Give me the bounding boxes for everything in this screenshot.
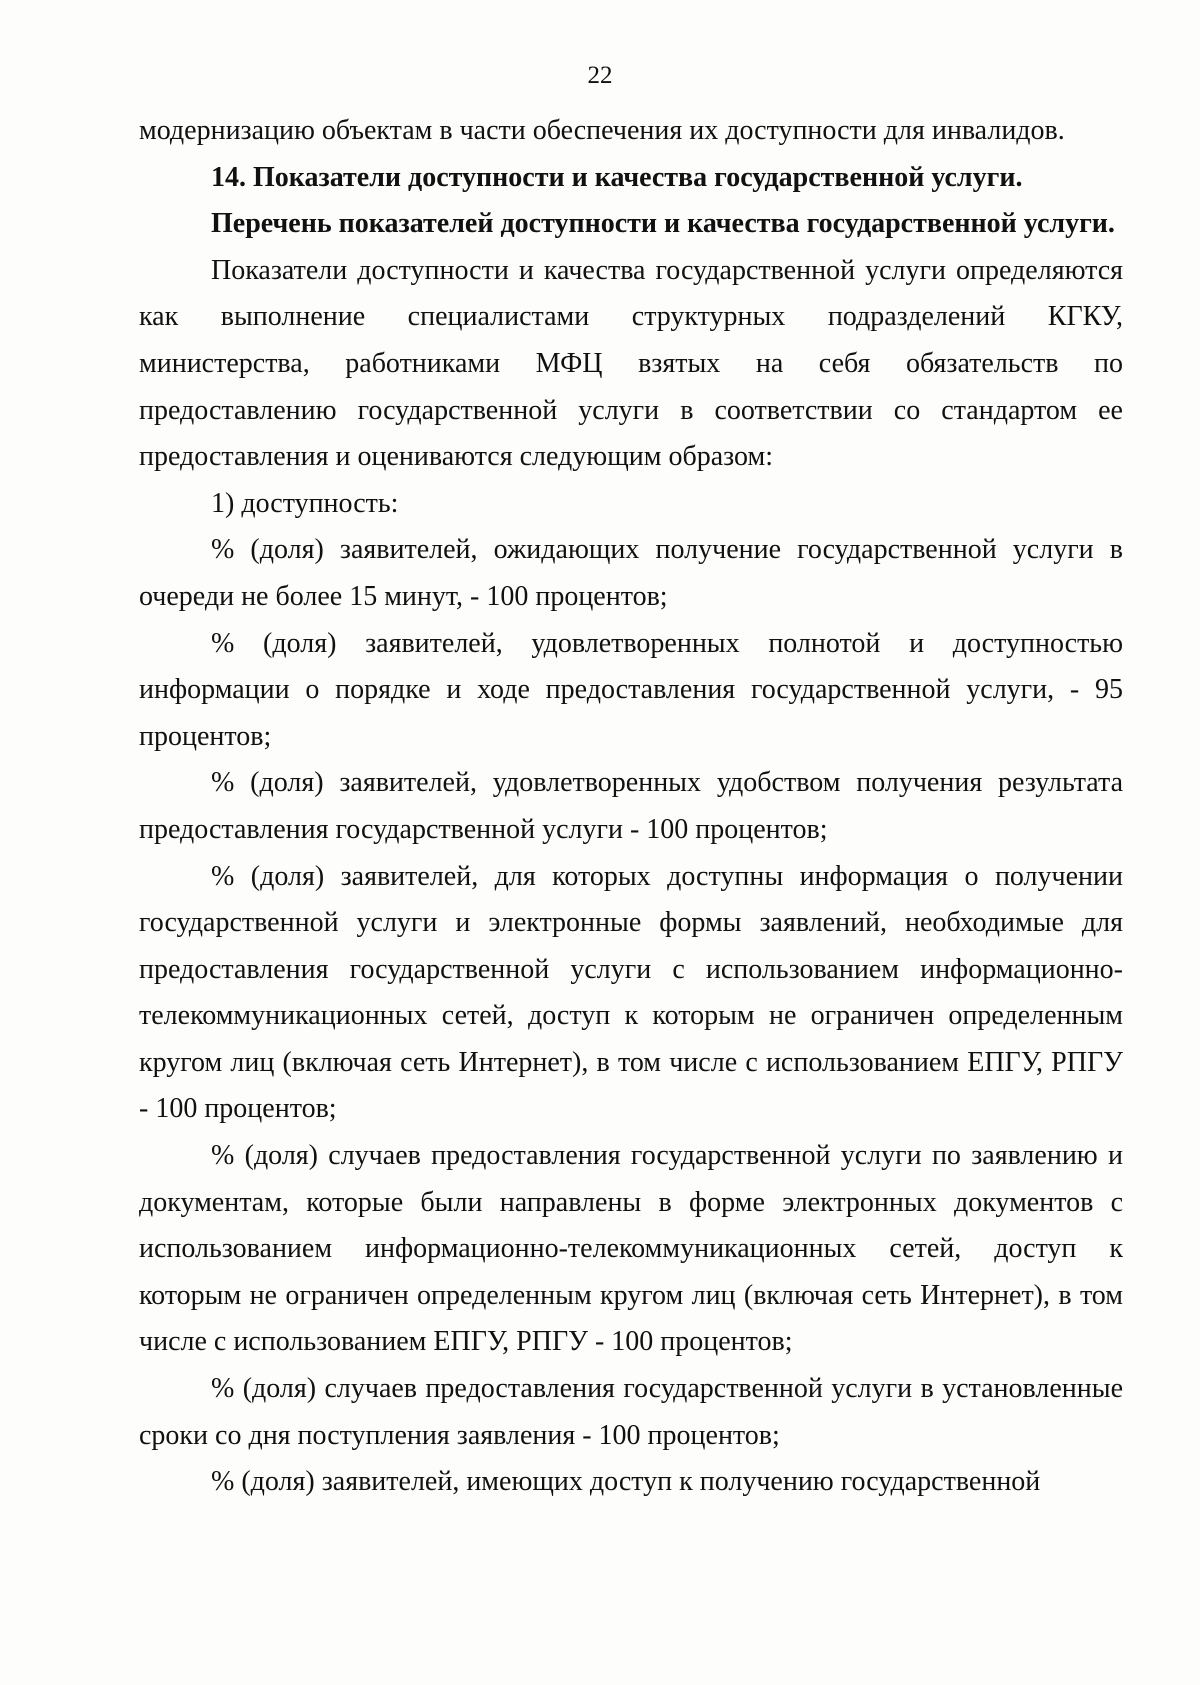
- indicator-electronic-forms: % (доля) заявителей, для которых доступны информация о получении государственной услуги и электронные формы заявлений, необходимые для предоставления государственной услуги с использованием информационно-телекоммуникационных сетей, доступ к которым не ограничен определенным кругом лиц (включая сеть Интернет), в том числе с использованием ЕПГУ, РПГУ - 100 процентов;: [139, 860, 1123, 1125]
- document-body: [139, 108, 1123, 1506]
- list-item-accessibility: 1) доступность:: [211, 487, 399, 519]
- section-heading: 14. Показатели доступности и качества государственной услуги.: [211, 161, 1023, 193]
- subsection-heading: Перечень показателей доступности и качества государственной услуги.: [211, 208, 1115, 240]
- indicator-access-continued: % (доля) заявителей, имеющих доступ к получению государственной: [211, 1466, 1041, 1498]
- indicator-result-convenience: % (доля) заявителей, удовлетворенных удобством получения результата предоставления государственной услуги - 100 процентов;: [139, 767, 1123, 845]
- indicator-electronic-documents: % (доля) случаев предоставления государственной услуги по заявлению и документам, которые были направлены в форме электронных документов с использованием информационно-телекоммуникационных сетей, доступ к которым не ограничен определенным кругом лиц (включая сеть Интернет), в том числе с использованием ЕПГУ, РПГУ - 100 процентов;: [139, 1140, 1123, 1358]
- indicator-deadlines: % (доля) случаев предоставления государственной услуги в установленные сроки со дня поступления заявления - 100 процентов;: [139, 1373, 1123, 1451]
- indicator-information-completeness: % (доля) заявителей, удовлетворенных полнотой и доступностью информации о порядке и ходе предоставления государственной услуги, - 95 процентов;: [139, 627, 1123, 752]
- page-number: 22: [587, 62, 613, 89]
- paragraph-indicators-intro: Показатели доступности и качества государственной услуги определяются как выполнение специалистами структурных подразделений КГКУ, министерства, работниками МФЦ взятых на себя обязательств по предоставлению государственной услуги в соответствии со стандартом ее предоставления и оцениваются следующим образом:: [139, 254, 1123, 473]
- paragraph-continuation: модернизацию объектам в части обеспечения их доступности для инвалидов.: [139, 115, 1065, 146]
- indicator-queue-time: % (доля) заявителей, ожидающих получение государственной услуги в очереди не более 15 минут, - 100 процентов;: [139, 534, 1123, 612]
